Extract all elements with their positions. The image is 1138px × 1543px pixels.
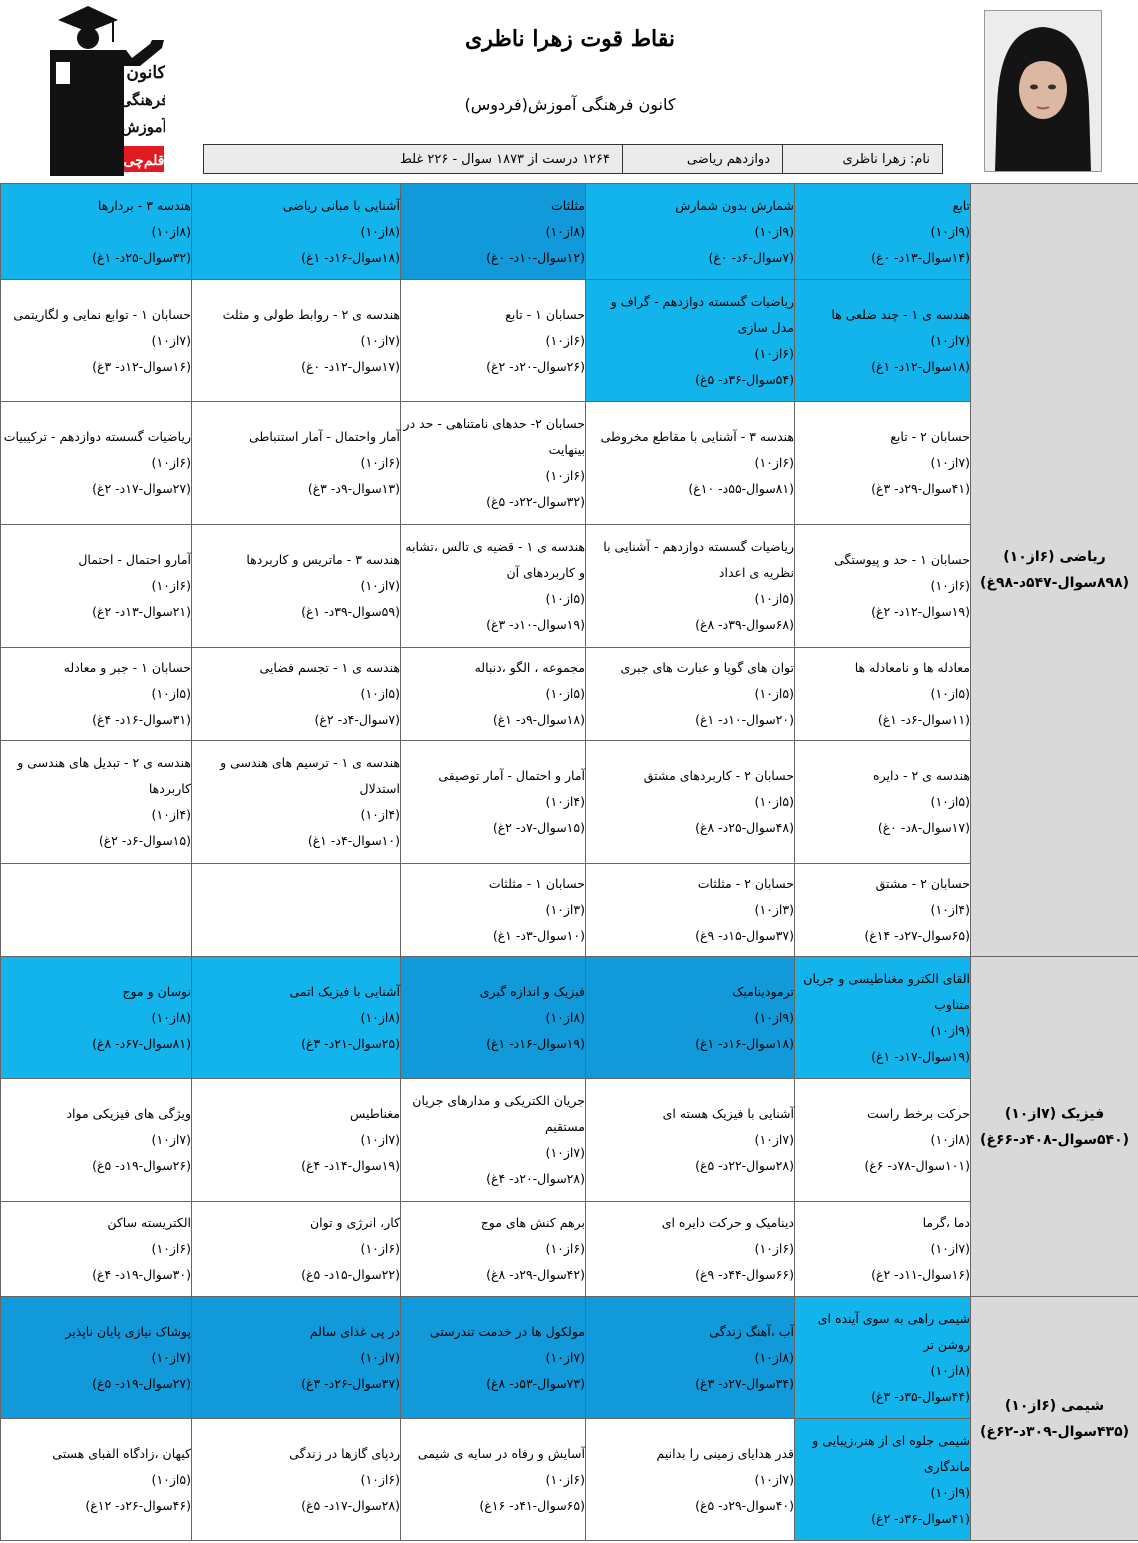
topic-score: (۷از۱۰) — [754, 1132, 794, 1147]
topic-score: (۵از۱۰) — [151, 1471, 191, 1487]
topic-cell — [795, 957, 971, 1079]
topic-score: (۸از۱۰) — [930, 1132, 970, 1147]
topic-score: (۸از۱۰) — [545, 223, 585, 239]
topic-row — [1, 741, 1138, 864]
topic-stats: (۳۰سوال-۱۹د- ۴غ) — [92, 1267, 191, 1282]
topic-score: (۴از۱۰) — [360, 807, 400, 822]
topic-stats: (۲۸سوال-۲۰د- ۴غ) — [486, 1171, 585, 1186]
topic-score: (۹از۱۰) — [930, 223, 970, 239]
topic-stats: (۲۶سوال-۲۰د- ۲غ) — [486, 358, 585, 374]
topic-score: (۶از۱۰) — [545, 1241, 585, 1256]
topic-cell — [401, 525, 586, 648]
student-grade: دوازدهم ریاضی — [623, 145, 783, 174]
topic-name: هندسه ی ۱ - قضیه ی تالس ،تشابه و کاربردهای آن — [405, 539, 585, 580]
topic-stats: (۱۷سوال-۸د- ۰غ) — [877, 820, 970, 835]
topic-cell — [1, 280, 192, 402]
topic-stats: (۳۲سوال-۲۵د- ۱غ) — [92, 249, 191, 265]
topic-cell — [795, 648, 971, 741]
topic-cell — [795, 280, 971, 402]
topic-score: (۶از۱۰) — [151, 1241, 191, 1256]
topic-name: حسابان ۱ - جبر و معادله — [63, 660, 191, 675]
logo-text-3: آموزش — [121, 119, 165, 136]
topic-name: مولکول ها در خدمت تندرستی — [429, 1323, 585, 1339]
topic-cell — [795, 525, 971, 648]
topic-stats: (۵۹سوال-۳۹د- ۱غ) — [301, 604, 400, 619]
topic-score: (۶از۱۰) — [360, 1241, 400, 1256]
topic-stats: (۱۸سوال-۱۶د- ۱غ) — [301, 249, 400, 265]
topic-cell — [586, 741, 795, 864]
topic-stats: (۱۵سوال-۷د- ۲غ) — [492, 820, 585, 835]
topic-name: ریاضیات گسسته دوازدهم - آشنایی با نظریه ی اعداد — [603, 539, 794, 580]
topic-cell — [401, 402, 586, 525]
logo-text-4: قلم‌چی — [123, 152, 165, 168]
topic-stats: (۸۱سوال-۵۵د- ۱۰غ) — [688, 481, 794, 496]
topic-cell — [586, 402, 795, 525]
topic-stats: (۲۶سوال-۱۹د- ۵غ) — [92, 1158, 191, 1173]
topic-score: (۴از۱۰) — [930, 902, 970, 917]
topic-cell — [192, 1079, 401, 1202]
topic-stats: (۱۶سوال-۱۱د- ۲غ) — [871, 1267, 970, 1282]
topic-score: (۵از۱۰) — [545, 591, 585, 606]
topic-stats: (۷سوال-۶د- ۰غ) — [708, 249, 794, 265]
topic-row — [1, 1419, 1138, 1541]
topic-score: (۵از۱۰) — [930, 794, 970, 809]
topic-name: حسابان ۲- حدهای نامتناهی - حد در بینهایت — [403, 416, 585, 457]
topic-score: (۷از۱۰) — [360, 578, 400, 593]
logo-text-2: فرهنگی — [119, 92, 165, 109]
topic-cell — [401, 1202, 586, 1297]
topic-cell — [1, 525, 192, 648]
subject-cell: فیزیک (۷از۱۰) (۵۴۰سوال-۴۰۸د-۶۶غ) — [971, 957, 1138, 1297]
topic-name: آشنایی با فیزیک اتمی — [289, 983, 400, 999]
topic-score: (۵از۱۰) — [754, 591, 794, 606]
topic-cell — [795, 1297, 971, 1419]
topic-row — [1, 648, 1138, 741]
topic-name: آب ،آهنگ زندگی — [709, 1323, 794, 1339]
topic-cell — [1, 1079, 192, 1202]
topic-name: دینامیک و حرکت دایره ای — [661, 1215, 794, 1230]
topic-cell — [401, 648, 586, 741]
topic-score: (۹از۱۰) — [754, 1009, 794, 1025]
topic-score: (۶از۱۰) — [151, 578, 191, 593]
topic-stats: (۱۰سوال-۳د- ۱غ) — [492, 928, 585, 943]
report-header — [0, 0, 1138, 183]
topic-stats: (۳۴سوال-۲۷د- ۳غ) — [695, 1375, 794, 1391]
topic-score: (۵از۱۰) — [545, 686, 585, 701]
topic-name: در پی غذای سالم — [309, 1323, 400, 1339]
topic-score: (۶از۱۰) — [930, 578, 970, 593]
student-stats: ۱۲۶۴ درست از ۱۸۷۳ سوال - ۲۲۶ غلط — [204, 145, 623, 174]
topic-cell — [192, 864, 401, 957]
topic-stats: (۱۲سوال-۱۰د- ۰غ) — [486, 249, 585, 265]
topic-stats: (۲۱سوال-۱۳د- ۲غ) — [92, 604, 191, 619]
topic-score: (۵از۱۰) — [754, 686, 794, 701]
topic-stats: (۲۸سوال-۲۲د- ۵غ) — [695, 1158, 794, 1173]
topic-cell — [192, 741, 401, 864]
topic-row — [1, 1297, 1138, 1419]
subject-cell: شیمی (۶از۱۰) (۴۳۵سوال-۳۰۹د-۶۲غ) — [971, 1297, 1138, 1541]
topic-name: حسابان ۲ - مثلثات — [697, 876, 794, 891]
topic-cell — [795, 864, 971, 957]
topic-name: کار، انرژی و توان — [309, 1215, 400, 1230]
topic-name: برهم کنش های موج — [480, 1215, 585, 1230]
topic-name: فیزیک و اندازه گیری — [479, 983, 585, 999]
topic-score: (۸از۱۰) — [930, 1362, 970, 1378]
topic-score: (۴از۱۰) — [545, 794, 585, 809]
topic-cell — [1, 184, 192, 280]
topic-cell — [192, 184, 401, 280]
topic-stats: (۳۷سوال-۱۵د- ۹غ) — [695, 928, 794, 943]
topic-name: حسابان ۱ - تابع — [505, 306, 585, 322]
topic-cell — [795, 184, 971, 280]
topic-name: آمار و احتمال - آمار توصیفی — [438, 768, 585, 783]
topic-score: (۵از۱۰) — [360, 686, 400, 701]
topic-row — [1, 1079, 1138, 1202]
topic-stats: (۴۸سوال-۲۵د- ۸غ) — [695, 820, 794, 835]
topic-stats: (۶۵سوال-۲۷د- ۱۴غ) — [864, 928, 970, 943]
topic-name: هندسه ۳ - بردارها — [97, 197, 191, 213]
topic-cell — [1, 741, 192, 864]
topic-name: نوسان و موج — [122, 983, 191, 999]
topic-stats: (۱۹سوال-۱۶د- ۱غ) — [486, 1035, 585, 1051]
topic-cell — [795, 1419, 971, 1541]
topic-cell — [586, 648, 795, 741]
topic-cell — [586, 1297, 795, 1419]
topic-cell — [795, 741, 971, 864]
topic-score: (۳از۱۰) — [754, 902, 794, 917]
topic-stats: (۱۹سوال-۱۰د- ۳غ) — [486, 617, 585, 632]
topic-stats: (۳۱سوال-۱۶د- ۴غ) — [92, 712, 191, 727]
topic-score: (۶از۱۰) — [754, 455, 794, 470]
topic-cell — [401, 280, 586, 402]
topic-name: جریان الکتریکی و مدارهای جریان مستقیم — [412, 1093, 585, 1134]
topic-score: (۸از۱۰) — [151, 1009, 191, 1025]
topic-name: پوشاک نیازی پایان ناپذیر — [65, 1323, 191, 1339]
topic-cell — [192, 1419, 401, 1541]
topic-score: (۷از۱۰) — [360, 1349, 400, 1365]
topic-cell — [1, 864, 192, 957]
topic-stats: (۶۵سوال-۴۱د- ۱۶غ) — [479, 1497, 585, 1513]
topic-name: هندسه ی ۲ - روابط طولی و مثلث — [222, 306, 400, 322]
topic-score: (۹از۱۰) — [930, 1484, 970, 1500]
topic-score: (۶از۱۰) — [545, 1471, 585, 1487]
topic-score: (۳از۱۰) — [545, 902, 585, 917]
topic-name: هندسه ۳ - ماتریس و کاربردها — [246, 552, 400, 567]
topic-cell — [586, 280, 795, 402]
topic-stats: (۱۱سوال-۶د- ۱غ) — [877, 712, 970, 727]
topic-name: حسابان ۲ - مشتق — [875, 876, 970, 891]
subject-cell: ریاضی (۶از۱۰) (۸۹۸سوال-۵۴۷د-۹۸غ) — [971, 184, 1138, 957]
topic-name: هندسه ۳ - آشنایی با مقاطع مخروطی — [600, 429, 794, 444]
topic-name: آمارو احتمال - احتمال — [78, 552, 191, 567]
topic-cell — [795, 402, 971, 525]
topic-name: ریاضیات گسسته دوازدهم - ترکیبیات — [3, 429, 191, 444]
topic-score: (۶از۱۰) — [754, 1241, 794, 1256]
topic-row — [1, 1202, 1138, 1297]
topic-cell — [401, 864, 586, 957]
topic-name: هندسه ی ۲ - تبدیل های هندسی و کاربردها — [17, 755, 191, 796]
topic-cell — [1, 402, 192, 525]
topic-stats: (۱۳سوال-۹د- ۳غ) — [307, 481, 400, 496]
topic-name: حسابان ۲ - کاربردهای مشتق — [643, 768, 794, 783]
topic-cell — [586, 184, 795, 280]
topic-name: هندسه ی ۱ - تجسم فضایی — [259, 660, 400, 675]
student-photo — [984, 10, 1102, 172]
topic-name: دما ،گرما — [922, 1215, 970, 1230]
topic-score: (۷از۱۰) — [754, 1471, 794, 1487]
topic-name: حسابان ۲ - تابع — [890, 429, 970, 444]
topic-score: (۷از۱۰) — [360, 332, 400, 348]
topic-cell — [401, 957, 586, 1079]
topic-score: (۷از۱۰) — [930, 455, 970, 470]
topic-stats: (۲۵سوال-۲۱د- ۳غ) — [301, 1035, 400, 1051]
topic-name: آشنایی با مبانی ریاضی — [282, 197, 400, 213]
topic-cell — [192, 402, 401, 525]
topic-cell — [1, 1419, 192, 1541]
topic-name: آشنایی با فیزیک هسته ای — [662, 1106, 794, 1121]
topic-cell — [401, 1297, 586, 1419]
topic-cell — [586, 957, 795, 1079]
topic-stats: (۴۶سوال-۲۶د- ۱۲غ) — [85, 1497, 191, 1513]
topic-stats: (۳۲سوال-۲۲د- ۵غ) — [486, 494, 585, 509]
topic-score: (۸از۱۰) — [151, 223, 191, 239]
topic-name: کیهان ،زادگاه الفبای هستی — [52, 1445, 191, 1461]
student-name: نام: زهرا ناظری — [783, 145, 943, 174]
topic-stats: (۳۷سوال-۲۶د- ۳غ) — [301, 1375, 400, 1391]
topic-name: حسابان ۱ - حد و پیوستگی — [834, 552, 970, 567]
topic-name: شمارش بدون شمارش — [675, 197, 794, 213]
topic-stats: (۲۲سوال-۱۵د- ۵غ) — [301, 1267, 400, 1282]
topic-score: (۷از۱۰) — [360, 1132, 400, 1147]
topic-cell — [401, 741, 586, 864]
topic-name: آمار واحتمال - آمار استنباطی — [249, 429, 400, 444]
topic-stats: (۱۸سوال-۱۲د- ۱غ) — [871, 358, 970, 374]
topic-name: قدر هدایای زمینی را بدانیم — [656, 1445, 794, 1461]
topic-stats: (۱۶سوال-۱۲د- ۳غ) — [92, 358, 191, 374]
topic-cell — [586, 864, 795, 957]
topic-stats: (۴۰سوال-۲۹د- ۵غ) — [695, 1497, 794, 1513]
topic-name: ویژگی های فیزیکی مواد — [66, 1106, 191, 1121]
topic-row — [1, 957, 1138, 1079]
topic-name: مجموعه ، الگو ،دنباله — [474, 660, 585, 675]
topic-name: حسابان ۱ - توابع نمایی و لگاریتمی — [13, 306, 191, 322]
topic-stats: (۱۹سوال-۱۲د- ۲غ) — [871, 604, 970, 619]
topic-score: (۷از۱۰) — [930, 332, 970, 348]
topic-cell — [192, 648, 401, 741]
topic-score: (۶از۱۰) — [545, 468, 585, 483]
topic-name: هندسه ی ۱ - ترسیم های هندسی و استدلال — [220, 755, 400, 796]
topic-score: (۷از۱۰) — [545, 1145, 585, 1160]
topic-score: (۶از۱۰) — [754, 345, 794, 361]
logo-text-1: کانون — [126, 63, 165, 82]
topic-name: معادله ها و نامعادله ها — [854, 660, 970, 675]
topic-name: هندسه ی ۲ - دایره — [873, 768, 970, 783]
topic-stats: (۸۱سوال-۶۷د- ۸غ) — [92, 1035, 191, 1051]
topic-score: (۷از۱۰) — [151, 332, 191, 348]
topic-score: (۸از۱۰) — [754, 1349, 794, 1365]
topic-score: (۶از۱۰) — [360, 455, 400, 470]
topic-cell — [401, 1079, 586, 1202]
topic-cell — [1, 648, 192, 741]
topic-stats: (۱۰سوال-۴د- ۱غ) — [307, 833, 400, 848]
topic-stats: (۴۱سوال-۳۶د- ۲غ) — [871, 1510, 970, 1526]
topic-stats: (۱۹سوال-۱۷د- ۱غ) — [871, 1048, 970, 1064]
topic-score: (۶از۱۰) — [151, 455, 191, 470]
topic-cell — [192, 1202, 401, 1297]
topic-name: ریاضیات گسسته دوازدهم - گراف و مدل سازی — [610, 293, 794, 335]
topic-row — [1, 402, 1138, 525]
topic-cell — [192, 280, 401, 402]
topic-score: (۵از۱۰) — [754, 794, 794, 809]
topic-name: شیمی راهی به سوی آینده ای روشن تر — [817, 1310, 970, 1352]
topic-score: (۹از۱۰) — [930, 1022, 970, 1038]
topic-score: (۹از۱۰) — [754, 223, 794, 239]
strengths-table-body — [1, 184, 1138, 1541]
topic-stats: (۱۰۱سوال-۷۸د- ۶غ) — [864, 1158, 970, 1173]
topic-name: مثلثات — [551, 197, 585, 213]
page-title: نقاط قوت زهرا ناظری — [464, 26, 676, 52]
topic-score: (۸از۱۰) — [545, 1009, 585, 1025]
topic-stats: (۱۴سوال-۱۳د- ۰غ) — [871, 249, 970, 265]
topic-row — [1, 864, 1138, 957]
topic-cell — [192, 525, 401, 648]
topic-stats: (۱۷سوال-۱۲د- ۰غ) — [301, 358, 400, 374]
topic-cell — [1, 957, 192, 1079]
topic-stats: (۷سوال-۴د- ۲غ) — [314, 712, 400, 727]
logo — [40, 4, 165, 176]
topic-cell — [1, 1202, 192, 1297]
topic-name: الکتریسته ساکن — [107, 1215, 191, 1230]
topic-stats: (۱۸سوال-۱۶د- ۱غ) — [695, 1035, 794, 1051]
topic-name: القای الکترو مغناطیسی و جریان متناوب — [803, 970, 970, 1012]
topic-stats: (۱۵سوال-۶د- ۲غ) — [98, 833, 191, 848]
topic-score: (۷از۱۰) — [151, 1349, 191, 1365]
topic-score: (۸از۱۰) — [360, 223, 400, 239]
topic-cell — [401, 1419, 586, 1541]
topic-stats: (۴۴سوال-۳۵د- ۳غ) — [871, 1388, 970, 1404]
topic-cell — [586, 1419, 795, 1541]
topic-name: تابع — [952, 197, 970, 213]
topic-score: (۵از۱۰) — [151, 686, 191, 701]
topic-row — [1, 280, 1138, 402]
topic-stats: (۲۰سوال-۱۰د- ۱غ) — [695, 712, 794, 727]
page-subtitle: کانون فرهنگی آموزش(فردوس) — [464, 95, 676, 114]
topic-cell — [192, 957, 401, 1079]
topic-name: آسایش و رفاه در سایه ی شیمی — [417, 1445, 585, 1461]
topic-score: (۶از۱۰) — [360, 1471, 400, 1487]
topic-name: هندسه ی ۱ - چند ضلعی ها — [831, 306, 970, 322]
topic-stats: (۴۱سوال-۲۹د- ۳غ) — [871, 481, 970, 496]
topic-row — [1, 525, 1138, 648]
strengths-table — [0, 183, 1138, 1541]
topic-score: (۷از۱۰) — [151, 1132, 191, 1147]
topic-cell — [586, 1079, 795, 1202]
topic-cell — [401, 184, 586, 280]
topic-score: (۸از۱۰) — [360, 1009, 400, 1025]
topic-stats: (۱۹سوال-۱۴د- ۴غ) — [301, 1158, 400, 1173]
topic-name: مغناطیس — [350, 1106, 400, 1121]
topic-cell — [192, 1297, 401, 1419]
topic-name: ردپای گازها در زندگی — [289, 1445, 400, 1461]
topic-stats: (۱۸سوال-۹د- ۱غ) — [492, 712, 585, 727]
topic-name: ترمودینامیک — [732, 983, 794, 999]
topic-score: (۶از۱۰) — [545, 332, 585, 348]
topic-stats: (۲۸سوال-۱۷د- ۵غ) — [301, 1497, 400, 1513]
student-info-bar — [203, 144, 943, 174]
topic-cell — [586, 525, 795, 648]
topic-score: (۷از۱۰) — [930, 1241, 970, 1256]
topic-score: (۵از۱۰) — [930, 686, 970, 701]
topic-cell — [795, 1202, 971, 1297]
topic-cell — [586, 1202, 795, 1297]
topic-name: حرکت برخط راست — [866, 1106, 970, 1121]
topic-cell — [1, 1297, 192, 1419]
topic-stats: (۶۶سوال-۴۴د- ۹غ) — [695, 1267, 794, 1282]
topic-stats: (۲۷سوال-۱۹د- ۵غ) — [92, 1375, 191, 1391]
topic-row — [1, 184, 1138, 280]
topic-stats: (۲۷سوال-۱۷د- ۲غ) — [92, 481, 191, 496]
topic-score: (۴از۱۰) — [151, 807, 191, 822]
topic-name: حسابان ۱ - مثلثات — [488, 876, 585, 891]
topic-stats: (۴۲سوال-۲۹د- ۸غ) — [486, 1267, 585, 1282]
topic-stats: (۷۳سوال-۵۳د- ۸غ) — [486, 1375, 585, 1391]
topic-stats: (۵۴سوال-۳۶د- ۵غ) — [695, 371, 794, 387]
topic-score: (۷از۱۰) — [545, 1349, 585, 1365]
topic-name: شیمی جلوه ای از هنر،زیبایی و ماندگاری — [812, 1432, 970, 1474]
topic-name: توان های گویا و عبارت های جبری — [620, 660, 794, 675]
topic-stats: (۶۸سوال-۳۹د- ۸غ) — [695, 617, 794, 632]
topic-cell — [795, 1079, 971, 1202]
